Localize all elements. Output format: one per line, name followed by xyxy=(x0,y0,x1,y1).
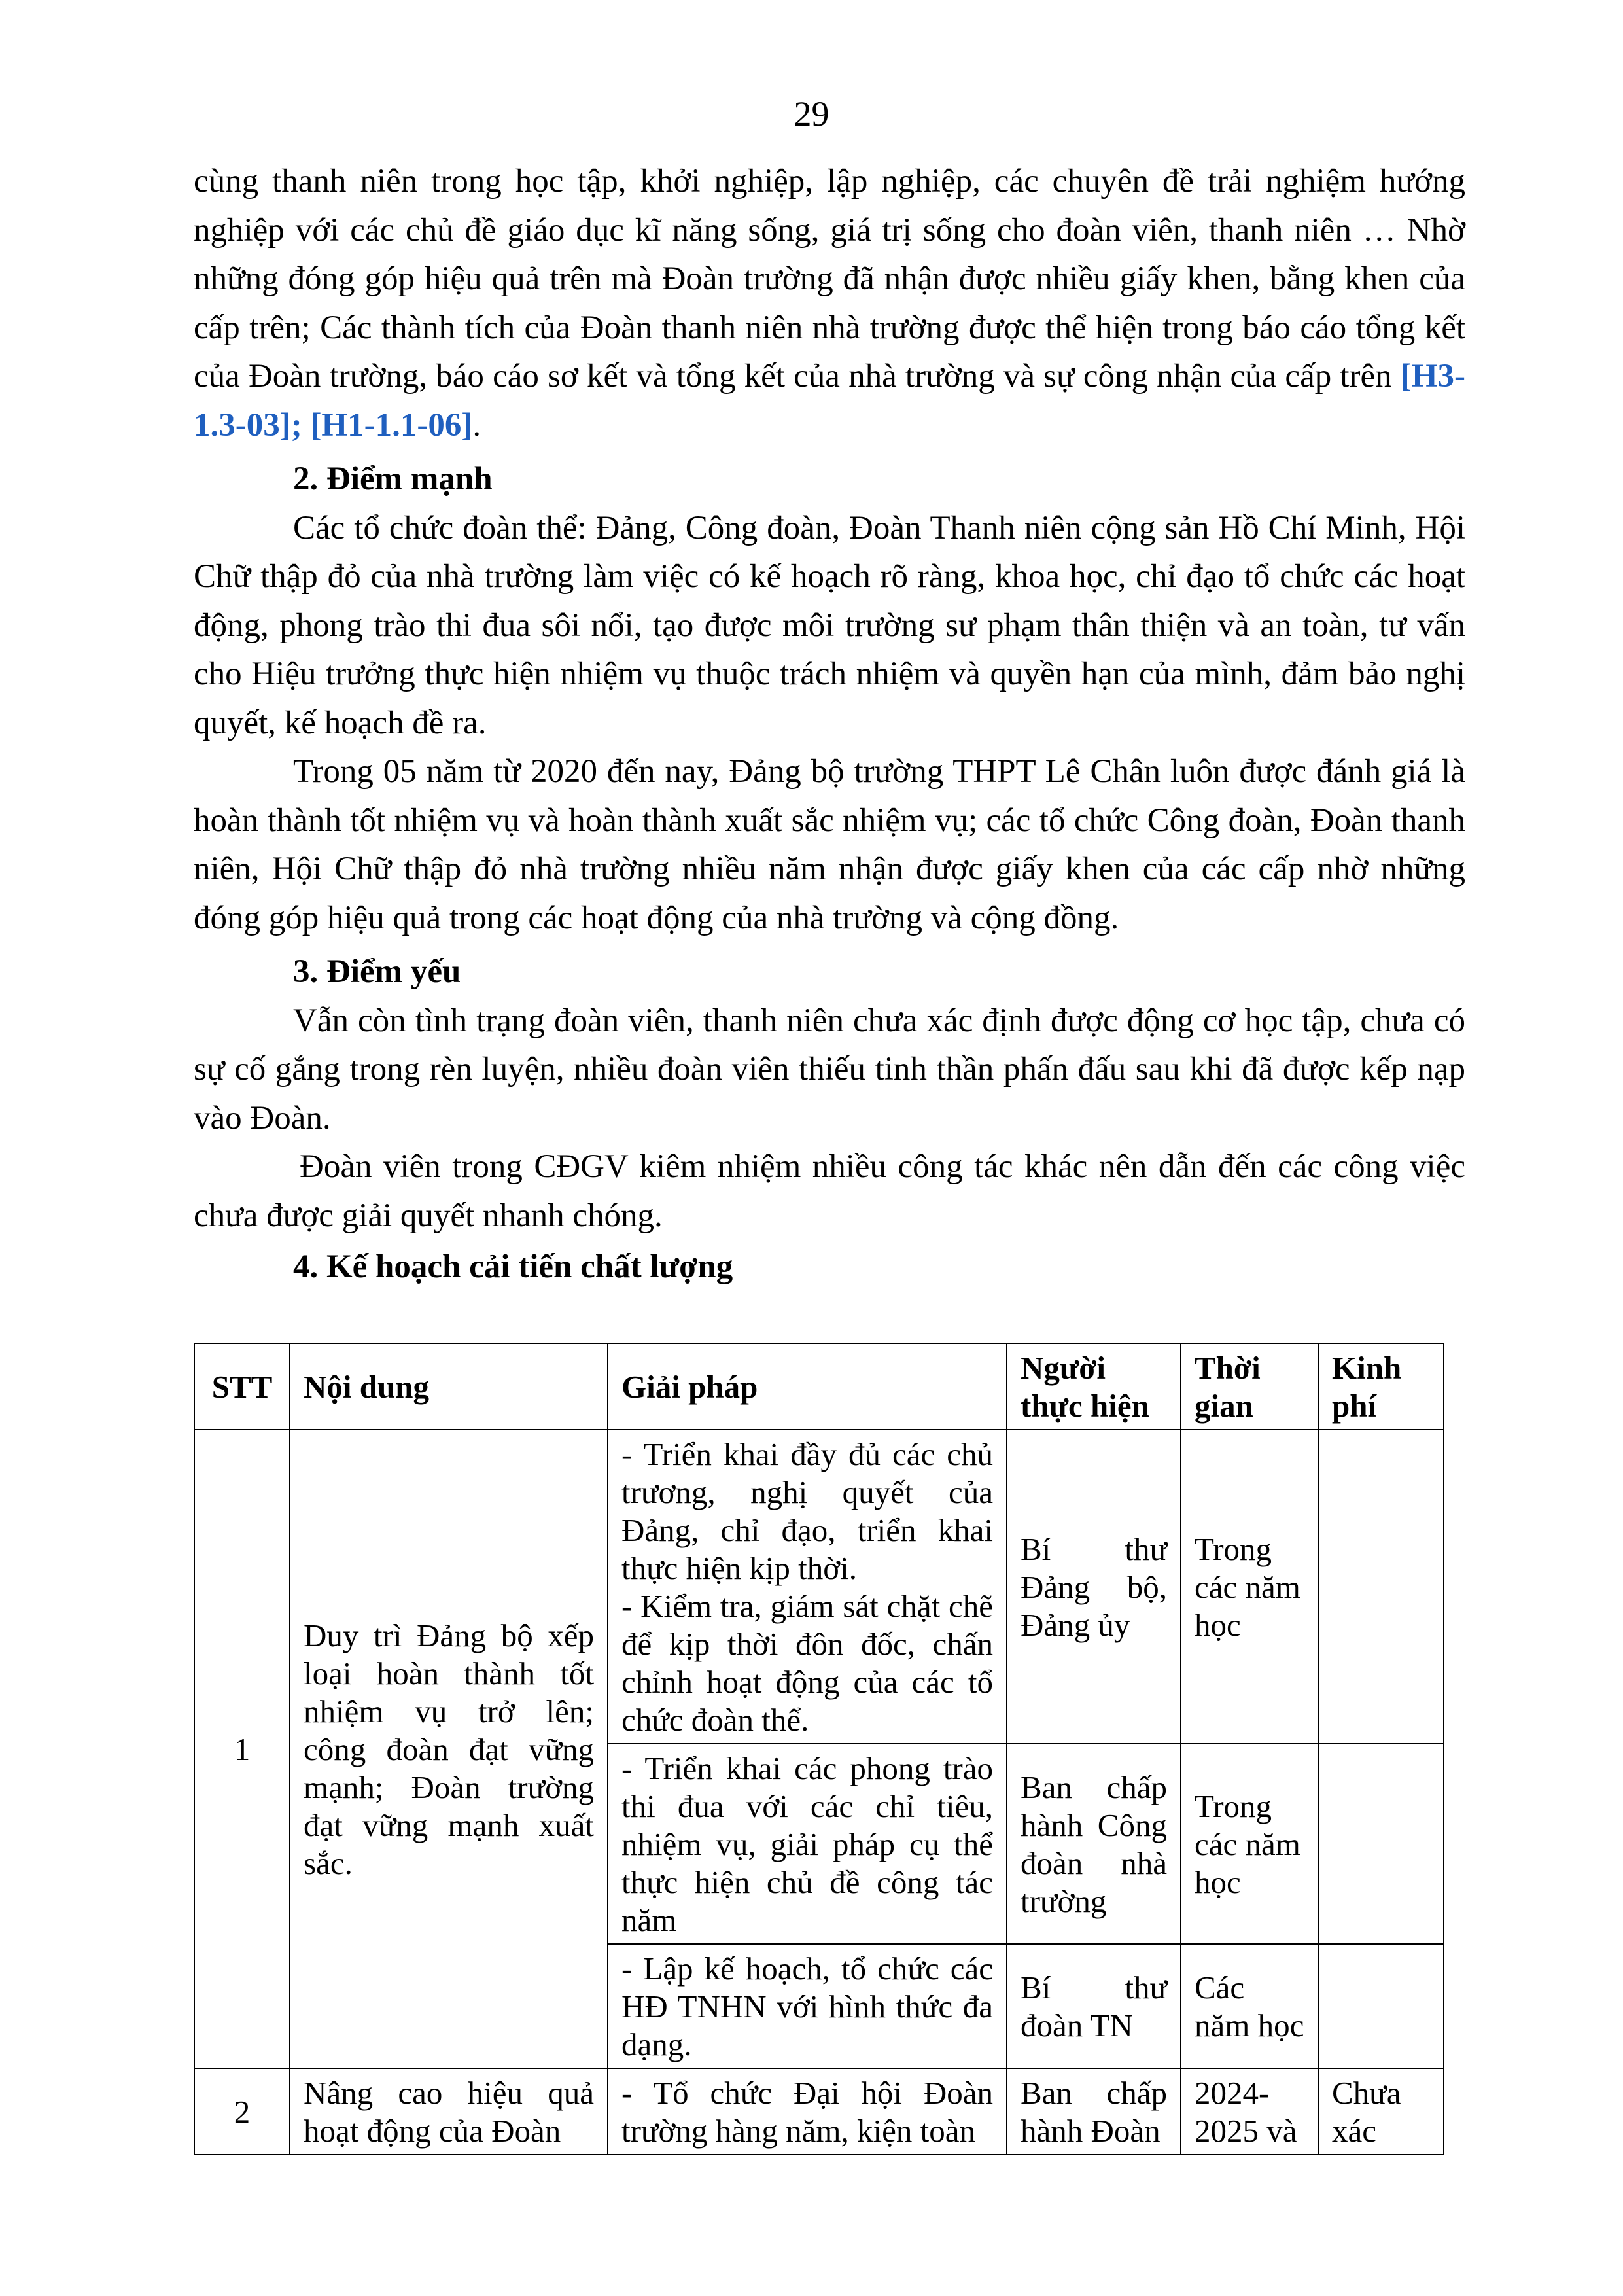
row1-person-1: Bí thư Đảng bộ, Đảng ủy xyxy=(1007,1430,1181,1744)
header-person-line1: Người xyxy=(1021,1350,1106,1386)
header-budget-line1: Kinh xyxy=(1332,1350,1402,1386)
row1-time-3: Các năm học xyxy=(1181,1944,1318,2068)
header-time-line2: gian xyxy=(1195,1388,1253,1424)
row1-budget-3 xyxy=(1318,1944,1444,2068)
table-row xyxy=(194,2068,1444,2155)
table-header-row xyxy=(194,1343,1444,1430)
header-time-line1: Thời xyxy=(1195,1350,1261,1386)
row1-solution-2: - Triển khai các phong trào thi đua với các chỉ tiêu, nhiệm vụ, giải pháp cụ thể thực hiện chủ đề công tác năm xyxy=(608,1744,1007,1944)
page-number: 29 xyxy=(794,94,829,133)
table-row xyxy=(194,1430,1444,1744)
header-content: Nội dung xyxy=(290,1343,608,1430)
row2-budget: Chưa xác xyxy=(1318,2068,1444,2155)
row1-time-2: Trong các năm học xyxy=(1181,1744,1318,1944)
row1-budget-1 xyxy=(1318,1430,1444,1744)
strengths-paragraph-1: Các tổ chức đoàn thể: Đảng, Công đoàn, Đoàn Thanh niên cộng sản Hồ Chí Minh, Hội Chữ thập đỏ của nhà trường làm việc có kế hoạch rõ ràng, khoa học, chỉ đạo tổ chức các hoạt động, phong trào thi đua sôi nổi, tạo được môi trường sư phạm thân thiện và an toàn, tư vấn cho Hiệu trưởng thực hiện nhiệm vụ thuộc trách nhiệm và quyền hạn của mình, đảm bảo nghị quyết, kế hoạch đề ra. xyxy=(194,509,1465,741)
row2-solution: - Tổ chức Đại hội Đoàn trường hàng năm, kiện toàn xyxy=(608,2068,1007,2155)
row1-stt: 1 xyxy=(194,1430,290,2068)
row1-solution-1b: - Kiểm tra, giám sát chặt chẽ để kịp thời đôn đốc, chấn chỉnh hoạt động của các tổ chức đoàn thể. xyxy=(621,1588,993,1738)
intro-paragraph xyxy=(194,157,1465,450)
row2-content: Nâng cao hiệu quả hoạt động của Đoàn xyxy=(290,2068,608,2155)
strengths-paragraph-2: Trong 05 năm từ 2020 đến nay, Đảng bộ trường THPT Lê Chân luôn được đánh giá là hoàn thành tốt nhiệm vụ và hoàn thành xuất sắc nhiệm vụ; các tổ chức Công đoàn, Đoàn thanh niên, Hội Chữ thập đỏ nhà trường nhiều năm nhận được giấy khen của các cấp nhờ những đóng góp hiệu quả trong các hoạt động của nhà trường và cộng đồng. xyxy=(194,753,1465,936)
row1-solution-1a: - Triển khai đầy đủ các chủ trương, nghị quyết của Đảng, chỉ đạo, triển khai thực hiện kịp thời. xyxy=(621,1436,993,1586)
weaknesses-heading: 3. Điểm yếu xyxy=(293,953,461,990)
strengths-heading: 2. Điểm mạnh xyxy=(293,461,493,497)
row1-solution-3: - Lập kế hoạch, tổ chức các HĐ TNHN với hình thức đa dạng. xyxy=(608,1944,1007,2068)
row1-time-1: Trong các năm học xyxy=(1181,1430,1318,1744)
row1-budget-2 xyxy=(1318,1744,1444,1944)
header-person-line2: thực hiện xyxy=(1021,1388,1149,1424)
evidence-references[interactable]: [H3-1.3-03]; [H1-1.1-06] xyxy=(194,358,1465,444)
header-time xyxy=(1181,1343,1318,1430)
weaknesses-paragraph-1: Vẫn còn tình trạng đoàn viên, thanh niên chưa xác định được động cơ học tập, chưa có sự cố gắng trong rèn luyện, nhiều đoàn viên thiếu tinh thần phấn đấu sau khi đã được kếp nạp vào Đoàn. xyxy=(194,1002,1465,1137)
weaknesses-paragraph-2: Đoàn viên trong CĐGV kiêm nhiệm nhiều công tác khác nên dẫn đến các công việc chưa được giải quyết nhanh chóng. xyxy=(194,1148,1465,1234)
row1-person-3: Bí thư đoàn TN xyxy=(1007,1944,1181,2068)
row1-solution-1 xyxy=(608,1430,1007,1744)
header-person xyxy=(1007,1343,1181,1430)
header-budget xyxy=(1318,1343,1444,1430)
row1-content: Duy trì Đảng bộ xếp loại hoàn thành tốt nhiệm vụ trở lên; công đoàn đạt vững mạnh; Đoàn trường đạt vững mạnh xuất sắc. xyxy=(290,1430,608,2068)
row2-stt: 2 xyxy=(194,2068,290,2155)
plan-heading: 4. Kế hoạch cải tiến chất lượng xyxy=(293,1248,733,1285)
header-budget-line2: phí xyxy=(1332,1388,1377,1424)
row2-time: 2024-2025 và xyxy=(1181,2068,1318,2155)
improvement-plan-table xyxy=(194,1343,1444,2155)
intro-text: cùng thanh niên trong học tập, khởi nghiệp, lập nghiệp, các chuyên đề trải nghiệm hướng nghiệp với các chủ đề giáo dục kĩ năng sống, giá trị sống cho đoàn viên, thanh niên … Nhờ những đóng góp hiệu quả trên mà Đoàn trường đã nhận được nhiều giấy khen, bằng khen của cấp trên; Các thành tích của Đoàn thanh niên nhà trường được thể hiện trong báo cáo tổng kết của Đoàn trường, báo cáo sơ kết và tổng kết của nhà trường và sự công nhận của cấp trên xyxy=(194,163,1465,395)
row1-person-2: Ban chấp hành Công đoàn nhà trường xyxy=(1007,1744,1181,1944)
header-solution: Giải pháp xyxy=(608,1343,1007,1430)
document-body xyxy=(194,157,1465,1294)
header-stt: STT xyxy=(194,1343,290,1430)
intro-end: . xyxy=(472,406,481,444)
row2-person: Ban chấp hành Đoàn xyxy=(1007,2068,1181,2155)
